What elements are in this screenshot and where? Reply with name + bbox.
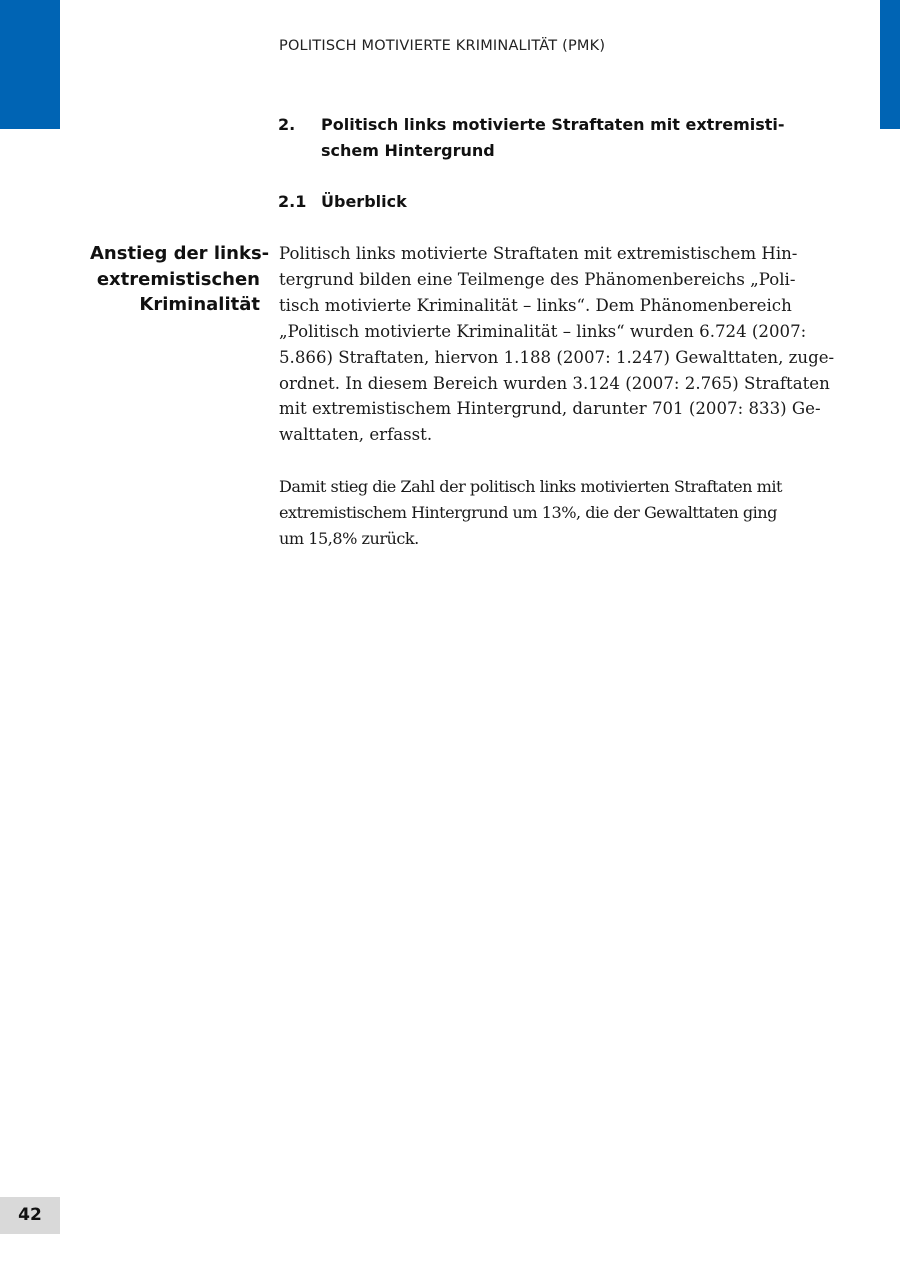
paragraph-line: ordnet. In diesem Bereich wurden 3.124 (2007: 2.765) Straftaten: [279, 373, 830, 393]
paragraph-line: tergrund bilden eine Teilmenge des Phänomenbereichs „Poli-: [279, 269, 796, 289]
subsection-number: 2.1: [278, 192, 307, 211]
paragraph-line: um 15,8% zurück.: [279, 528, 419, 548]
subsection-heading: [278, 189, 758, 215]
body-paragraph: [279, 241, 835, 448]
section-heading: [278, 112, 785, 166]
paragraph-line: mit extremistischem Hintergrund, darunter 701 (2007: 833) Ge-: [279, 399, 821, 419]
paragraph-line: Politisch links motivierte Straftaten mit extremistischem Hin-: [279, 244, 798, 263]
section-title: [321, 112, 785, 164]
section-number: 2.: [278, 115, 296, 134]
section-title-line: schem Hintergrund: [321, 141, 495, 160]
paragraph-line: „Politisch motivierte Kriminalität – links“ wurden 6.724 (2007:: [279, 321, 807, 341]
margin-note-line: extremistischen: [96, 268, 260, 290]
paragraph-line: Damit stieg die Zahl der politisch links motivierten Straftaten mit: [279, 477, 783, 496]
margin-note: [90, 241, 270, 318]
page-number-box: [0, 1197, 60, 1234]
paragraph-line: tisch motivierte Kriminalität – links“. Dem Phänomenbereich: [279, 295, 792, 315]
paragraph-line: extremistischem Hintergrund um 13%, die der Gewalttaten ging: [279, 502, 777, 522]
paragraph-line: 5.866) Straftaten, hiervon 1.188 (2007: 1.247) Gewalttaten, zuge-: [279, 347, 835, 367]
margin-note-line: Kriminalität: [139, 294, 260, 315]
page-number: 42: [18, 1205, 42, 1225]
paragraph-line: walttaten, erfasst.: [279, 425, 433, 445]
body-paragraph: [279, 474, 783, 552]
subsection-title: Überblick: [321, 192, 407, 211]
section-title-line: Politisch links motivierte Straftaten mit extremisti-: [321, 115, 785, 134]
margin-note-line: Anstieg der links-: [90, 243, 270, 264]
chapter-color-tab-left: [0, 0, 60, 129]
running-header: POLITISCH MOTIVIERTE KRIMINALITÄT (PMK): [279, 38, 606, 54]
chapter-color-tab-right: [880, 0, 900, 129]
